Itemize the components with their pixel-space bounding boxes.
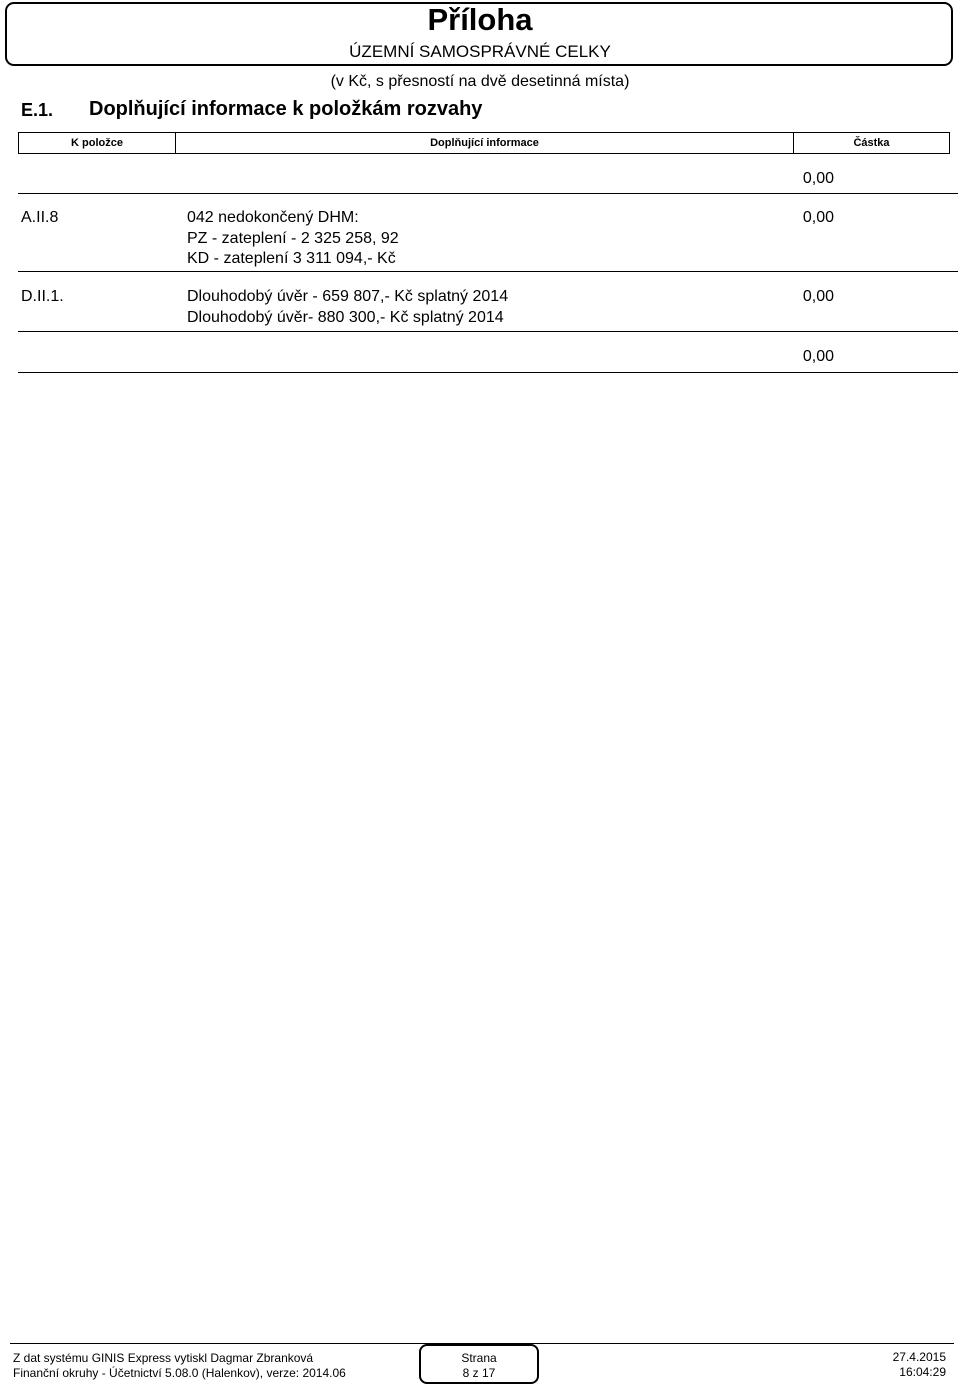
- column-header-info: Doplňující informace: [175, 132, 794, 154]
- page-number: 8 z 17: [462, 1366, 496, 1380]
- row-divider: [18, 193, 958, 194]
- print-time: 16:04:29: [899, 1365, 946, 1379]
- page-label: Strana: [461, 1351, 497, 1365]
- table-bottom-rule: [18, 372, 958, 373]
- row-info-line: Dlouhodobý úvěr- 880 300,- Kč splatný 2014: [187, 309, 504, 326]
- units-note: (v Kč, s přesností na dvě desetinná místa): [330, 73, 630, 90]
- row-divider: [18, 331, 958, 332]
- document-subtitle: ÚZEMNÍ SAMOSPRÁVNÉ CELKY: [349, 42, 611, 61]
- footer-source: Z dat systému GINIS Express vytiskl Dagmar Zbranková: [13, 1351, 314, 1365]
- row-item-code: D.II.1.: [21, 288, 64, 305]
- document-title: Příloha: [427, 2, 533, 37]
- row-amount: 0,00: [802, 209, 834, 226]
- row-amount: 0,00: [802, 288, 834, 305]
- row-divider: [18, 271, 958, 272]
- section-title: Doplňující informace k položkám rozvahy: [89, 98, 483, 120]
- row-info-line: 042 nedokončený DHM:: [187, 209, 359, 226]
- row-info-line: Dlouhodobý úvěr - 659 807,- Kč splatný 2014: [187, 288, 509, 305]
- section-number: E.1.: [21, 100, 54, 120]
- row-info-line: PZ - zateplení - 2 325 258, 92: [187, 230, 399, 247]
- column-header-item: K položce: [18, 132, 176, 154]
- total-amount: 0,00: [802, 348, 834, 365]
- footer-module: Finanční okruhy - Účetnictví 5.08.0 (Halenkov), verze: 2014.06: [13, 1366, 346, 1380]
- column-header-amount: Částka: [793, 132, 950, 154]
- print-date: 27.4.2015: [892, 1350, 946, 1364]
- row-info-line: KD - zateplení 3 311 094,- Kč: [187, 250, 396, 267]
- row-item-code: A.II.8: [21, 209, 59, 226]
- opening-amount: 0,00: [802, 170, 834, 187]
